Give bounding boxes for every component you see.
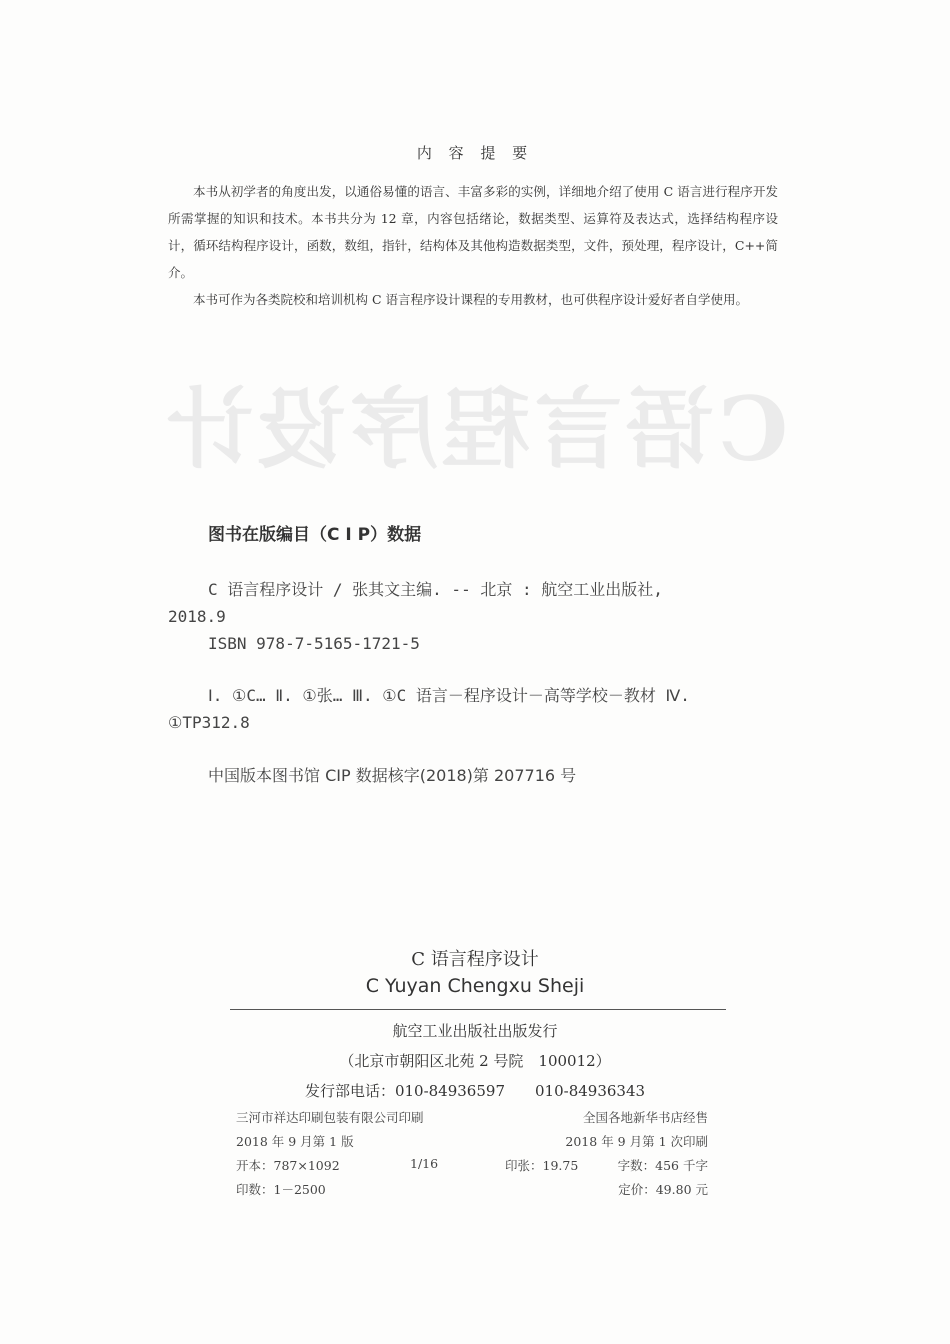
isbn-text: ISBN 978-7-5165-1721-5: [208, 634, 420, 653]
bleed-through-watermark: C语言程序设计: [161, 377, 789, 481]
summary-title: 内 容 提 要: [416, 144, 534, 162]
classification-text: Ⅰ. ①C… Ⅱ. ①张… Ⅲ. ①C 语言－程序设计－高等学校－教材 Ⅳ. ①TP312.8: [168, 686, 690, 732]
word-count: 字数：456 千字: [617, 1158, 708, 1173]
colophon-divider: [230, 1009, 726, 1010]
sheet-fraction: 1/16: [410, 1156, 439, 1171]
price: 定价：49.80 元: [618, 1182, 708, 1197]
print-run: 印数：1－2500: [236, 1182, 326, 1197]
cip-heading: 图书在版编目（C I P）数据: [208, 525, 422, 545]
colophon-title: C 语言程序设计: [411, 949, 539, 970]
publisher-address: （北京市朝阳区北苑 2 号院 100012）: [339, 1052, 611, 1070]
phone-primary: 发行部电话：010-84936597: [304, 1082, 505, 1100]
record-number-text: 中国版本图书馆 CIP 数据核字(2018)第 207716 号: [208, 766, 577, 785]
summary-paragraph-2: 本书可作为各类院校和培训机构 C 语言程序设计课程的专用教材，也可供程序设计爱好者自学使用。: [193, 292, 749, 307]
summary-body: [168, 178, 778, 313]
printing: 2018 年 9 月第 1 次印刷: [565, 1134, 708, 1149]
cip-classification: [168, 682, 708, 736]
printed-sheets: 印张：19.75: [505, 1158, 579, 1173]
cip-entry: [168, 576, 708, 630]
colophon-pinyin: C Yuyan Chengxu Sheji: [365, 975, 585, 997]
printer: 三河市祥达印刷包装有限公司印刷: [236, 1110, 424, 1125]
edition: 2018 年 9 月第 1 版: [236, 1134, 354, 1149]
cip-entry-text: C 语言程序设计 / 张其文主编. -- 北京 : 航空工业出版社, 2018.9: [168, 580, 663, 626]
seller: 全国各地新华书店经售: [582, 1110, 708, 1125]
summary-paragraph-1: 本书从初学者的角度出发，以通俗易懂的语言、丰富多彩的实例，详细地介绍了使用 C 语言进行程序开发所需掌握的知识和技术。本书共分为 12 章，内容包括绪论，数据类型、运算符及表达式，选择结构程序设计，循环结构程序设计，函数，数组，指针，结构体及其他构造数据类型，文件，预处理，程序设计，C++简介。: [168, 184, 778, 280]
publisher: 航空工业出版社出版发行: [392, 1022, 558, 1040]
phone-secondary: 010-84936343: [535, 1082, 646, 1100]
cip-record-number: [168, 762, 708, 789]
format: 开本：787×1092: [236, 1158, 340, 1173]
cip-isbn: [168, 630, 708, 657]
phone-numbers: [0, 1080, 950, 1101]
